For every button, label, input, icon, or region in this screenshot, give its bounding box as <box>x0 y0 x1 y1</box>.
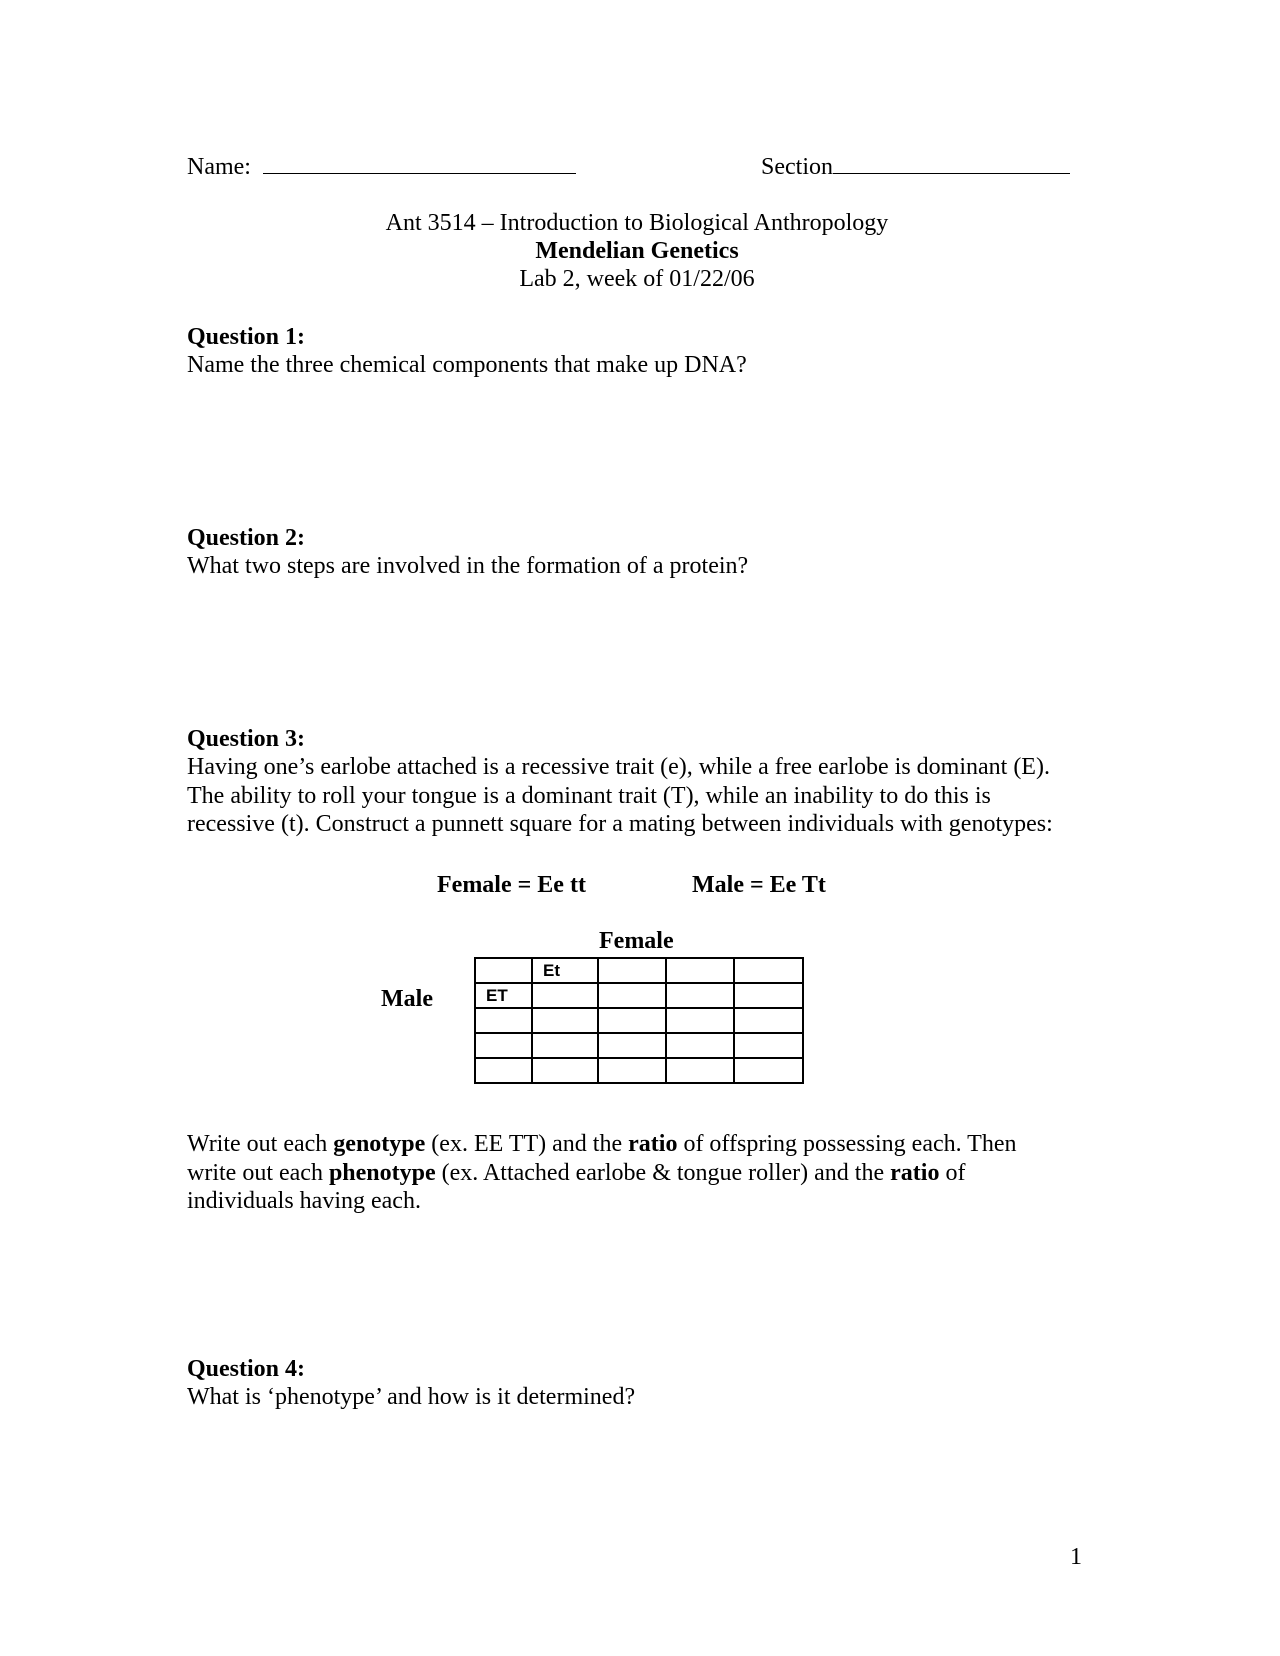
punnett-cell[interactable] <box>734 1008 803 1033</box>
question-2-label: Question 2: <box>187 525 306 551</box>
punnett-row <box>475 1008 803 1033</box>
question-3-followup <box>187 1130 1067 1216</box>
phenotype-term: phenotype <box>328 1159 436 1186</box>
male-genotype: Male = Ee Tt <box>692 872 826 898</box>
ratio-term: ratio <box>628 1131 678 1157</box>
punnett-cell[interactable] <box>598 1058 666 1083</box>
question-1-text: Name the three chemical components that make up DNA? <box>187 352 747 378</box>
punnett-cell[interactable] <box>666 1008 734 1033</box>
punnett-cell[interactable] <box>475 1008 532 1033</box>
punnett-cell[interactable] <box>475 958 532 983</box>
name-field-row <box>187 151 576 181</box>
female-genotype: Female = Ee tt <box>437 872 586 898</box>
punnett-female-label: Female <box>599 928 674 954</box>
section-blank[interactable] <box>833 151 1070 174</box>
genotype-term: genotype <box>333 1131 426 1157</box>
section-field-row <box>761 151 1070 181</box>
ratio-term: ratio <box>890 1159 940 1186</box>
question-4-text: What is ‘phenotype’ and how is it determined? <box>187 1384 636 1410</box>
followup-text: Write out each <box>187 1131 334 1157</box>
punnett-cell[interactable] <box>532 1058 598 1083</box>
punnett-cell[interactable] <box>532 983 598 1008</box>
punnett-square <box>474 957 804 1084</box>
punnett-cell[interactable] <box>666 958 734 983</box>
punnett-cell[interactable] <box>598 1008 666 1033</box>
punnett-row <box>475 1058 803 1083</box>
course-title: Ant 3514 – Introduction to Biological Anthropology <box>385 210 889 236</box>
name-blank[interactable] <box>263 151 576 174</box>
question-3-label: Question 3: <box>187 726 306 752</box>
punnett-row <box>475 1033 803 1058</box>
punnett-cell[interactable] <box>532 1033 598 1058</box>
lab-subtitle: Lab 2, week of 01/22/06 <box>519 266 755 292</box>
punnett-male-allele-1[interactable]: ET <box>475 983 532 1008</box>
punnett-cell[interactable] <box>734 983 803 1008</box>
punnett-cell[interactable] <box>734 1058 803 1083</box>
section-label: Section <box>761 154 833 180</box>
followup-text: (ex. EE TT) and the <box>425 1131 629 1157</box>
punnett-cell[interactable] <box>598 1033 666 1058</box>
punnett-row <box>475 983 803 1008</box>
punnett-cell[interactable] <box>734 1033 803 1058</box>
punnett-cell[interactable] <box>734 958 803 983</box>
punnett-cell[interactable] <box>666 1058 734 1083</box>
punnett-cell[interactable] <box>475 1058 532 1083</box>
punnett-cell[interactable] <box>475 1033 532 1058</box>
punnett-cell[interactable] <box>666 983 734 1008</box>
name-label: Name: <box>187 154 251 180</box>
followup-text: of offspring possessing each. Then write out each <box>187 1131 1017 1186</box>
question-1-label: Question 1: <box>187 324 306 350</box>
punnett-cell[interactable] <box>666 1033 734 1058</box>
question-3-text: Having one’s earlobe attached is a recessive trait (e), while a free earlobe is dominant (E). The ability to roll your tongue is a dominant trait (T), while an inability to do this is recessive (t). Construct a punnett square for a mating between individuals with genotypes: <box>187 754 1053 837</box>
punnett-row <box>475 958 803 983</box>
topic-title: Mendelian Genetics <box>535 238 739 264</box>
punnett-cell[interactable] <box>532 1008 598 1033</box>
punnett-female-allele-1[interactable]: Et <box>532 958 598 983</box>
page-number: 1 <box>1070 1544 1082 1570</box>
punnett-cell[interactable] <box>598 983 666 1008</box>
question-2-text: What two steps are involved in the formation of a protein? <box>187 553 749 579</box>
followup-text: (ex. Attached earlobe & tongue roller) and the <box>435 1159 891 1186</box>
punnett-male-label: Male <box>381 986 433 1012</box>
followup-text: of individuals having each. <box>187 1159 966 1214</box>
punnett-cell[interactable] <box>598 958 666 983</box>
question-4-label: Question 4: <box>187 1356 306 1382</box>
